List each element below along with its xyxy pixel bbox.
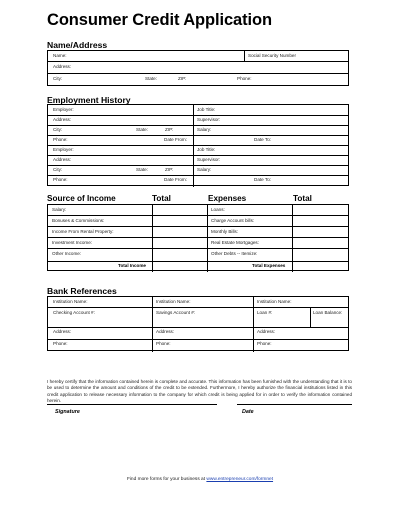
expense-row-loans[interactable]: Loans: <box>211 207 225 212</box>
footer-link[interactable]: www.entrepreneur.com/formnet <box>206 477 274 482</box>
checking-account-field[interactable]: Checking Account #: <box>53 310 95 315</box>
bank-section <box>47 296 349 351</box>
total-income-label: Total Income <box>118 263 146 268</box>
loan-balance-field[interactable]: Loan Balance: <box>313 310 343 315</box>
income-row-rental[interactable]: Income From Rental Property: <box>52 229 114 234</box>
page-title: Consumer Credit Application <box>47 11 272 29</box>
expense-row-other[interactable]: Other Debts -- Itemize: <box>211 251 258 256</box>
expense-row-monthly[interactable]: Monthly Bills: <box>211 229 239 234</box>
signature-label: Signature <box>55 409 80 415</box>
footer-text: Find more forms for your business at <box>126 477 207 482</box>
expense-row-charge[interactable]: Charge Account bills: <box>211 218 255 223</box>
address-field[interactable]: Address: <box>53 64 72 69</box>
income-row-salary[interactable]: Salary: <box>52 207 67 212</box>
bank-heading: Bank References <box>47 286 117 296</box>
employer-city-field-2[interactable]: City: <box>53 167 63 172</box>
supervisor-field-1[interactable]: Supervisor: <box>197 117 221 122</box>
employer-field-2[interactable]: Employer: <box>53 147 74 152</box>
income-row-investment[interactable]: Investment Income: <box>52 240 93 245</box>
expense-row-mortgages[interactable]: Real Estate Mortgages: <box>211 240 260 245</box>
bank-phone-field-2[interactable]: Phone: <box>156 341 171 346</box>
employer-zip-field-2[interactable]: ZIP: <box>165 167 174 172</box>
phone-field[interactable]: Phone: <box>237 76 252 81</box>
income-expenses-section <box>47 204 349 271</box>
bank-address-field-2[interactable]: Address: <box>156 329 175 334</box>
total-expenses-label: Total Expenses <box>252 263 286 268</box>
bank-address-field-3[interactable]: Address: <box>257 329 276 334</box>
savings-account-field[interactable]: Savings Account #: <box>156 310 196 315</box>
bank-address-field-1[interactable]: Address: <box>53 329 72 334</box>
ssn-field[interactable]: Social Security Number <box>248 53 296 58</box>
income-row-bonuses[interactable]: Bonuses & Commissions: <box>52 218 105 223</box>
bank-phone-field-3[interactable]: Phone: <box>257 341 272 346</box>
name-field[interactable]: Name: <box>53 53 67 58</box>
employment-heading: Employment History <box>47 95 131 105</box>
bank-phone-field-1[interactable]: Phone: <box>53 341 68 346</box>
date-label: Date <box>242 409 254 415</box>
salary-field-1[interactable]: Salary: <box>197 127 212 132</box>
date-from-field-2[interactable]: Date From: <box>164 177 187 182</box>
date-line[interactable] <box>237 404 352 405</box>
employment-section <box>47 104 349 186</box>
date-to-field-2[interactable]: Date To: <box>254 177 272 182</box>
city-field[interactable]: City: <box>53 76 63 81</box>
employer-city-field-1[interactable]: City: <box>53 127 63 132</box>
employer-address-field-1[interactable]: Address: <box>53 117 72 122</box>
supervisor-field-2[interactable]: Supervisor: <box>197 157 221 162</box>
date-to-field-1[interactable]: Date To: <box>254 137 272 142</box>
employer-zip-field-1[interactable]: ZIP: <box>165 127 174 132</box>
employer-phone-field-2[interactable]: Phone: <box>53 177 68 182</box>
salary-field-2[interactable]: Salary: <box>197 167 212 172</box>
income-heading: Source of Income <box>47 194 116 203</box>
state-field[interactable]: State: <box>145 76 158 81</box>
bank-institution-field-1[interactable]: Institution Name: <box>53 299 88 304</box>
employer-phone-field-1[interactable]: Phone: <box>53 137 68 142</box>
signature-line[interactable] <box>47 404 217 405</box>
income-total-heading: Total <box>152 194 171 203</box>
bank-institution-field-3[interactable]: Institution Name: <box>257 299 292 304</box>
expenses-total-heading: Total <box>293 194 312 203</box>
loan-number-field[interactable]: Loan #: <box>257 310 273 315</box>
job-title-field-1[interactable]: Job Title: <box>197 107 216 112</box>
date-from-field-1[interactable]: Date From: <box>164 137 187 142</box>
expenses-heading: Expenses <box>208 194 247 203</box>
income-row-other[interactable]: Other Income: <box>52 251 82 256</box>
name-address-heading: Name/Address <box>47 40 108 50</box>
bank-institution-field-2[interactable]: Institution Name: <box>156 299 191 304</box>
employer-state-field-1[interactable]: State: <box>136 127 149 132</box>
employer-state-field-2[interactable]: State: <box>136 167 149 172</box>
zip-field[interactable]: ZIP: <box>178 76 187 81</box>
employer-address-field-2[interactable]: Address: <box>53 157 72 162</box>
employer-field-1[interactable]: Employer: <box>53 107 74 112</box>
job-title-field-2[interactable]: Job Title: <box>197 147 216 152</box>
name-address-section <box>47 50 349 86</box>
certification-text: I hereby certify that the information contained herein is complete and accurate. This information has been furnished with the understanding that it is to be used to determine the amount and conditions of the credit to be extended. Furthermore, I hereby authorize the financial institutions listed in this credit application to release necessary information to the company for which credit is being applied for in order to verify the information contained herein. <box>47 379 352 403</box>
footer <box>0 477 400 482</box>
